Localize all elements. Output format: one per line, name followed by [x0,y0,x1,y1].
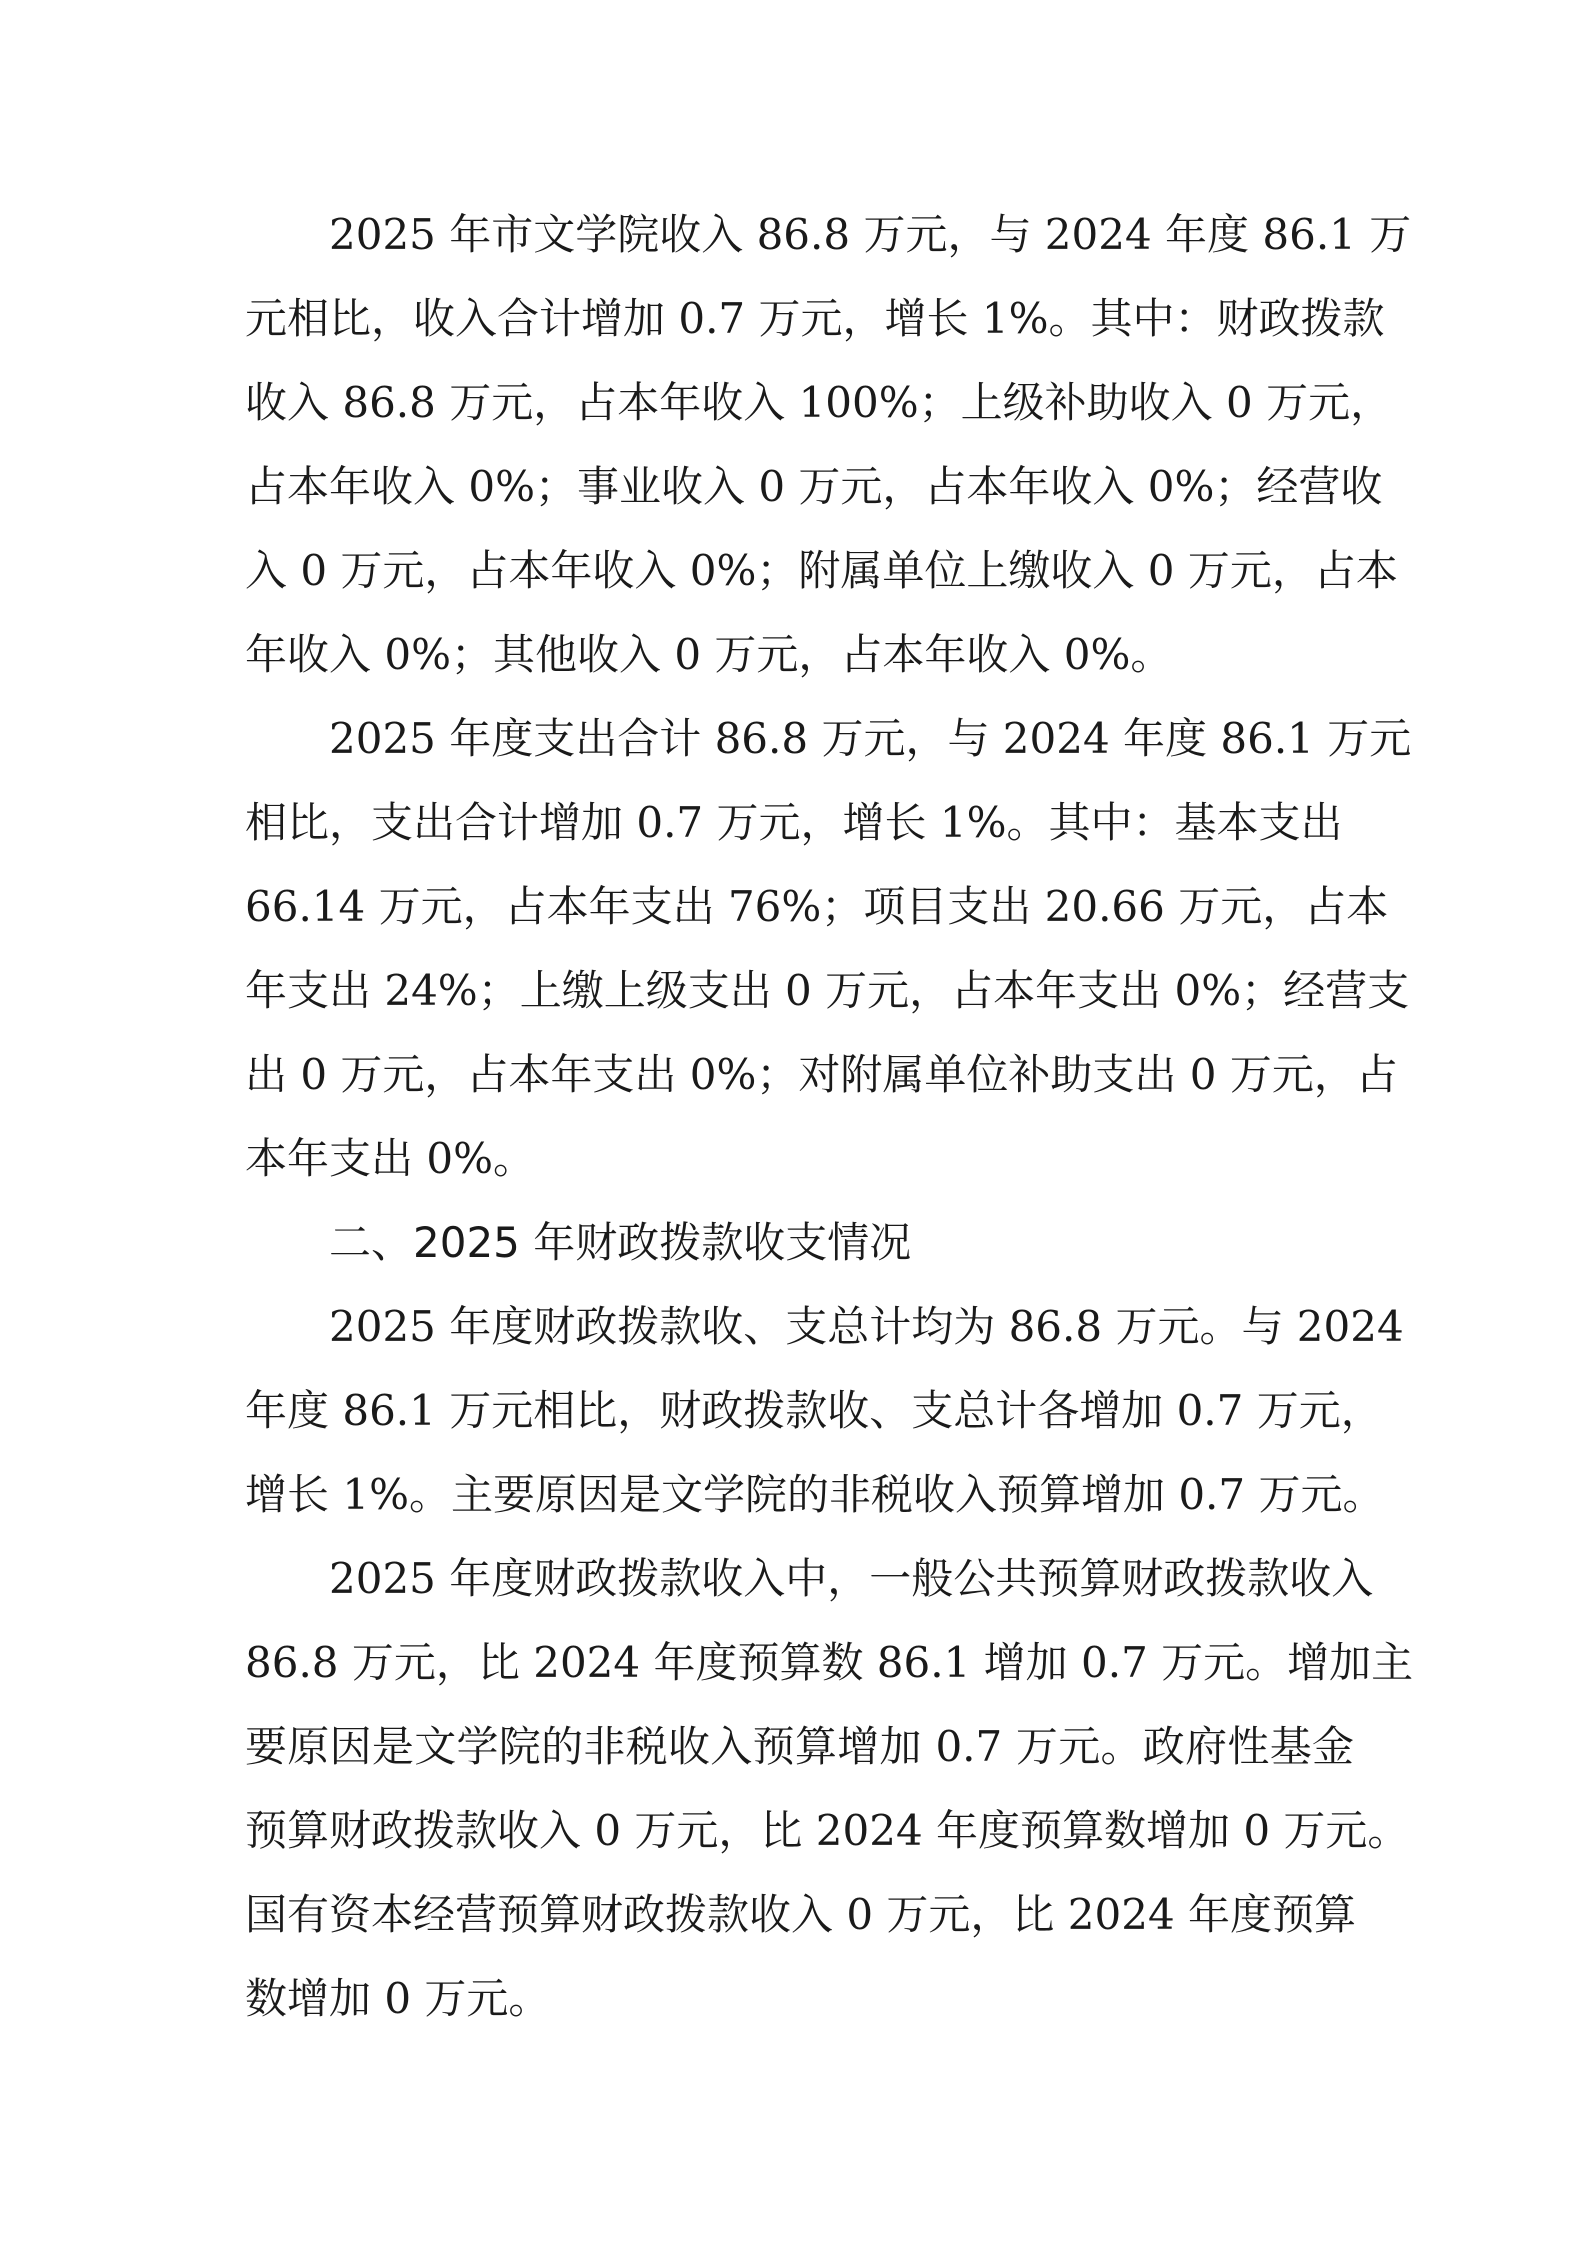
paragraph-1-line-2: 元相比，收入合计增加 0.7 万元，增长 1%。其中：财政拨款 [245,294,1385,343]
paragraph-1-line-3: 收入 86.8 万元，占本年收入 100%；上级补助收入 0 万元， [245,378,1393,427]
paragraph-4-line-5: 国有资本经营预算财政拨款收入 0 万元，比 2024 年度预算 [245,1890,1357,1939]
paragraph-4-line-4: 预算财政拨款收入 0 万元，比 2024 年度预算数增加 0 万元。 [245,1806,1410,1855]
paragraph-3-line-2: 年度 86.1 万元相比，财政拨款收、支总计各增加 0.7 万元， [245,1386,1383,1435]
paragraph-3-line-3: 增长 1%。主要原因是文学院的非税收入预算增加 0.7 万元。 [245,1470,1385,1519]
paragraph-4-line-6: 数增加 0 万元。 [245,1974,551,2023]
section-heading: 二、2025 年财政拨款收支情况 [329,1218,912,1267]
paragraph-2-line-4: 年支出 24%；上缴上级支出 0 万元，占本年支出 0%；经营支 [245,966,1410,1015]
paragraph-4-line-1: 2025 年度财政拨款收入中，一般公共预算财政拨款收入 [329,1554,1374,1603]
paragraph-1-line-5: 入 0 万元，占本年收入 0%；附属单位上缴收入 0 万元，占本 [245,546,1398,595]
paragraph-2-line-1: 2025 年度支出合计 86.8 万元，与 2024 年度 86.1 万元 [329,714,1412,763]
paragraph-2-line-6: 本年支出 0%。 [245,1134,535,1183]
paragraph-2-line-2: 相比，支出合计增加 0.7 万元，增长 1%。其中：基本支出 [245,798,1343,847]
paragraph-1-line-6: 年收入 0%；其他收入 0 万元，占本年收入 0%。 [245,630,1173,679]
paragraph-4-line-2: 86.8 万元，比 2024 年度预算数 86.1 增加 0.7 万元。增加主 [245,1638,1414,1687]
paragraph-1-line-1: 2025 年市文学院收入 86.8 万元，与 2024 年度 86.1 万 [329,210,1412,259]
paragraph-2-line-3: 66.14 万元，占本年支出 76%；项目支出 20.66 万元，占本 [245,882,1389,931]
paragraph-1-line-4: 占本年收入 0%；事业收入 0 万元，占本年收入 0%；经营收 [245,462,1383,511]
paragraph-4-line-3: 要原因是文学院的非税收入预算增加 0.7 万元。政府性基金 [245,1722,1354,1771]
paragraph-3-line-1: 2025 年度财政拨款收、支总计均为 86.8 万元。与 2024 [329,1302,1404,1351]
paragraph-2-line-5: 出 0 万元，占本年支出 0%；对附属单位补助支出 0 万元，占 [245,1050,1398,1099]
